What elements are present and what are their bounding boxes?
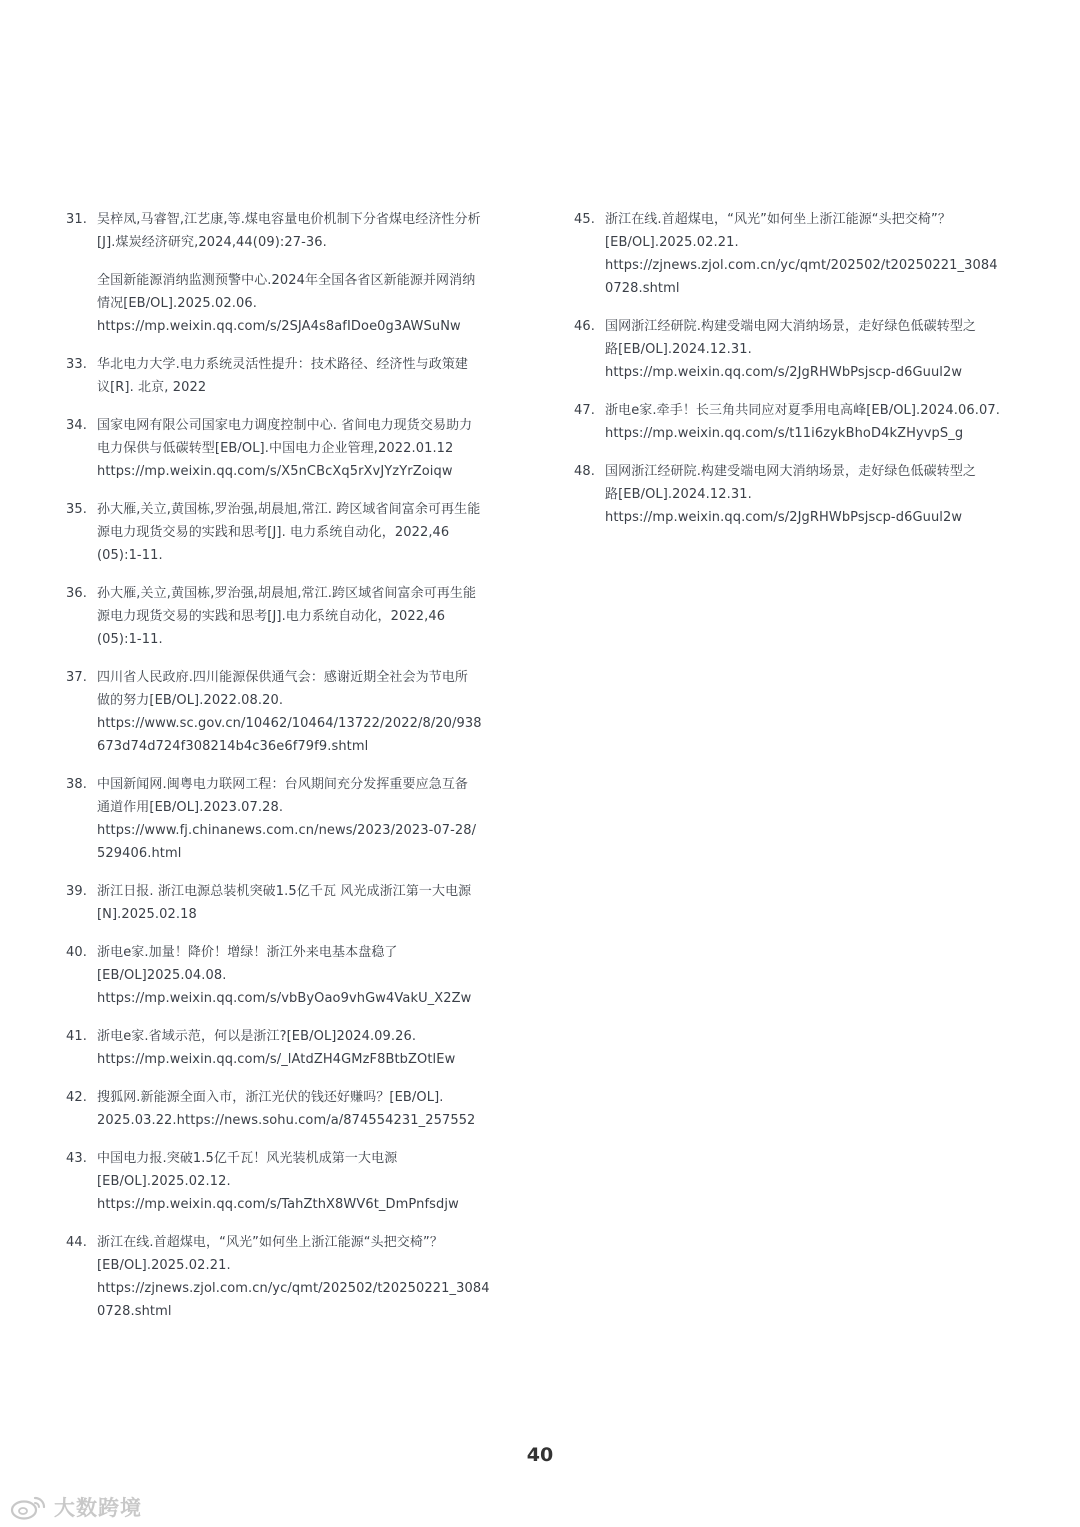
reference-text: [605, 460, 1026, 529]
reference-item: [66, 414, 516, 483]
reference-number: 39.: [66, 884, 87, 899]
weibo-logo-icon: [10, 1494, 48, 1520]
reference-line: 议[R]. 北京, 2022: [97, 380, 207, 395]
reference-line: 中国电力报.突破1.5亿千瓦！风光装机成第一大电源: [97, 1151, 398, 1166]
reference-line: 四川省人民政府.四川能源保供通气会：感谢近期全社会为节电所: [97, 670, 469, 685]
reference-line: 电力保供与低碳转型[EB/OL].中国电力企业管理,2022.01.12: [97, 441, 454, 456]
reference-line: https://www.fj.chinanews.com.cn/news/2023/2023-07-28/: [97, 823, 477, 838]
reference-item: [574, 315, 1026, 384]
reference-list-right: [574, 208, 1026, 544]
reference-item: [66, 880, 516, 926]
reference-item: [574, 460, 1026, 529]
reference-line: 华北电力大学.电力系统灵活性提升：技术路径、经济性与政策建: [97, 357, 469, 372]
reference-line: https://www.sc.gov.cn/10462/10464/13722/2022/8/20/938: [97, 716, 482, 731]
reference-line: https://mp.weixin.qq.com/s/t11i6zykBhoD4kZHyvpS_g: [605, 426, 964, 441]
reference-item: [66, 498, 516, 567]
reference-line: [EB/OL].2025.02.12.: [97, 1174, 231, 1189]
reference-number: 43.: [66, 1151, 87, 1166]
reference-text: [97, 1025, 516, 1071]
reference-item: [66, 582, 516, 651]
reference-line: [EB/OL].2025.02.21.: [605, 235, 739, 250]
reference-line: [J].煤炭经济研究,2024,44(09):27-36.: [97, 235, 327, 250]
reference-text: [97, 773, 516, 865]
reference-text: [97, 414, 516, 483]
reference-line: [N].2025.02.18: [97, 907, 197, 922]
reference-line: 路[EB/OL].2024.12.31.: [605, 342, 752, 357]
reference-number: 44.: [66, 1235, 87, 1250]
reference-line: https://mp.weixin.qq.com/s/2JgRHWbPsjscp-d6Guul2w: [605, 510, 963, 525]
reference-line: [EB/OL]2025.04.08.: [97, 968, 227, 983]
reference-line: 吴梓凤,马睿智,江艺康,等.煤电容量电价机制下分省煤电经济性分析: [97, 212, 481, 227]
reference-line: 2025.03.22.https://news.sohu.com/a/874554231_257552: [97, 1113, 476, 1128]
watermark: [10, 1490, 142, 1524]
reference-line: (05):1-11.: [97, 548, 163, 563]
reference-text: [605, 208, 1026, 300]
reference-text: [605, 315, 1026, 384]
reference-item: [66, 1086, 516, 1132]
reference-text: [97, 880, 516, 926]
reference-item: [66, 269, 516, 338]
reference-line: (05):1-11.: [97, 632, 163, 647]
reference-line: 浙电e家.牵手！长三角共同应对夏季用电高峰[EB/OL].2024.06.07.: [605, 403, 1000, 418]
reference-line: 0728.shtml: [605, 281, 680, 296]
reference-line: https://zjnews.zjol.com.cn/yc/qmt/202502/t20250221_3084: [605, 258, 998, 273]
reference-line: 全国新能源消纳监测预警中心.2024年全国各省区新能源并网消纳: [97, 273, 476, 288]
reference-number: 37.: [66, 670, 87, 685]
reference-text: [605, 399, 1026, 445]
reference-line: https://mp.weixin.qq.com/s/_lAtdZH4GMzF8BtbZOtlEw: [97, 1052, 456, 1067]
reference-line: 浙江日报. 浙江电源总装机突破1.5亿千瓦 风光成浙江第一大电源: [97, 884, 472, 899]
reference-number: [66, 269, 97, 338]
reference-item: [66, 941, 516, 1010]
reference-text: [97, 1147, 516, 1216]
reference-number: 34.: [66, 418, 87, 433]
reference-text: [97, 269, 516, 338]
reference-line: https://mp.weixin.qq.com/s/2SJA4s8afIDoe0g3AWSuNw: [97, 319, 461, 334]
reference-item: [66, 1147, 516, 1216]
page-number: 40: [526, 1444, 554, 1466]
reference-line: 路[EB/OL].2024.12.31.: [605, 487, 752, 502]
reference-text: [97, 353, 516, 399]
reference-number: 36.: [66, 586, 87, 601]
reference-text: [97, 582, 516, 651]
reference-number: 40.: [66, 945, 87, 960]
reference-item: [66, 208, 516, 254]
reference-line: 源电力现货交易的实践和思考[J].电力系统自动化，2022,46: [97, 609, 446, 624]
reference-line: https://mp.weixin.qq.com/s/X5nCBcXq5rXvJYzYrZoiqw: [97, 464, 453, 479]
reference-line: 浙江在线.首超煤电，“风光”如何坐上浙江能源“头把交椅”？: [97, 1235, 443, 1250]
reference-number: 33.: [66, 357, 87, 372]
reference-line: 0728.shtml: [97, 1304, 172, 1319]
reference-item: [66, 1231, 516, 1323]
reference-number: 48.: [574, 464, 595, 479]
reference-line: 国网浙江经研院.构建受端电网大消纳场景，走好绿色低碳转型之: [605, 464, 977, 479]
reference-line: https://mp.weixin.qq.com/s/2JgRHWbPsjscp-d6Guul2w: [605, 365, 963, 380]
reference-item: [66, 1025, 516, 1071]
reference-item: [66, 773, 516, 865]
reference-line: https://zjnews.zjol.com.cn/yc/qmt/202502/t20250221_3084: [97, 1281, 490, 1296]
reference-line: 做的努力[EB/OL].2022.08.20.: [97, 693, 284, 708]
reference-line: 搜狐网.新能源全面入市，浙江光伏的钱还好赚吗？[EB/OL].: [97, 1090, 444, 1105]
reference-number: 41.: [66, 1029, 87, 1044]
reference-line: 浙电e家.省域示范，何以是浙江?[EB/OL]2024.09.26.: [97, 1029, 417, 1044]
watermark-text: 大数跨境: [54, 1496, 142, 1520]
reference-number: 45.: [574, 212, 595, 227]
reference-line: 673d74d724f308214b4c36e6f79f9.shtml: [97, 739, 369, 754]
reference-line: 浙电e家.加量！降价！增绿！浙江外来电基本盘稳了: [97, 945, 398, 960]
reference-line: 浙江在线.首超煤电，“风光”如何坐上浙江能源“头把交椅”？: [605, 212, 951, 227]
reference-line: https://mp.weixin.qq.com/s/TahZthX8WV6t_DmPnfsdjw: [97, 1197, 459, 1212]
reference-text: [97, 941, 516, 1010]
reference-item: [574, 399, 1026, 445]
reference-item: [66, 666, 516, 758]
reference-line: 通道作用[EB/OL].2023.07.28.: [97, 800, 284, 815]
reference-number: 42.: [66, 1090, 87, 1105]
reference-line: 情况[EB/OL].2025.02.06.: [97, 296, 257, 311]
reference-number: 35.: [66, 502, 87, 517]
reference-item: [66, 353, 516, 399]
reference-number: 38.: [66, 777, 87, 792]
reference-number: 46.: [574, 319, 595, 334]
reference-line: 中国新闻网.闽粤电力联网工程：台风期间充分发挥重要应急互备: [97, 777, 469, 792]
reference-text: [97, 1086, 516, 1132]
reference-line: 国家电网有限公司国家电力调度控制中心. 省间电力现货交易助力: [97, 418, 473, 433]
reference-line: 529406.html: [97, 846, 182, 861]
reference-line: 源电力现货交易的实践和思考[J]. 电力系统自动化，2022,46: [97, 525, 450, 540]
reference-number: 47.: [574, 403, 595, 418]
reference-text: [97, 666, 516, 758]
reference-number: 31.: [66, 212, 87, 227]
reference-list-left: [66, 208, 516, 1338]
reference-line: 孙大雁,关立,黄国栋,罗治强,胡晨旭,常江. 跨区域省间富余可再生能: [97, 502, 481, 517]
reference-text: [97, 1231, 516, 1323]
reference-item: [574, 208, 1026, 300]
reference-text: [97, 208, 516, 254]
reference-line: 国网浙江经研院.构建受端电网大消纳场景，走好绿色低碳转型之: [605, 319, 977, 334]
reference-text: [97, 498, 516, 567]
reference-line: [EB/OL].2025.02.21.: [97, 1258, 231, 1273]
reference-line: https://mp.weixin.qq.com/s/vbByOao9vhGw4VakU_X2Zw: [97, 991, 472, 1006]
reference-line: 孙大雁,关立,黄国栋,罗治强,胡晨旭,常江.跨区域省间富余可再生能: [97, 586, 477, 601]
